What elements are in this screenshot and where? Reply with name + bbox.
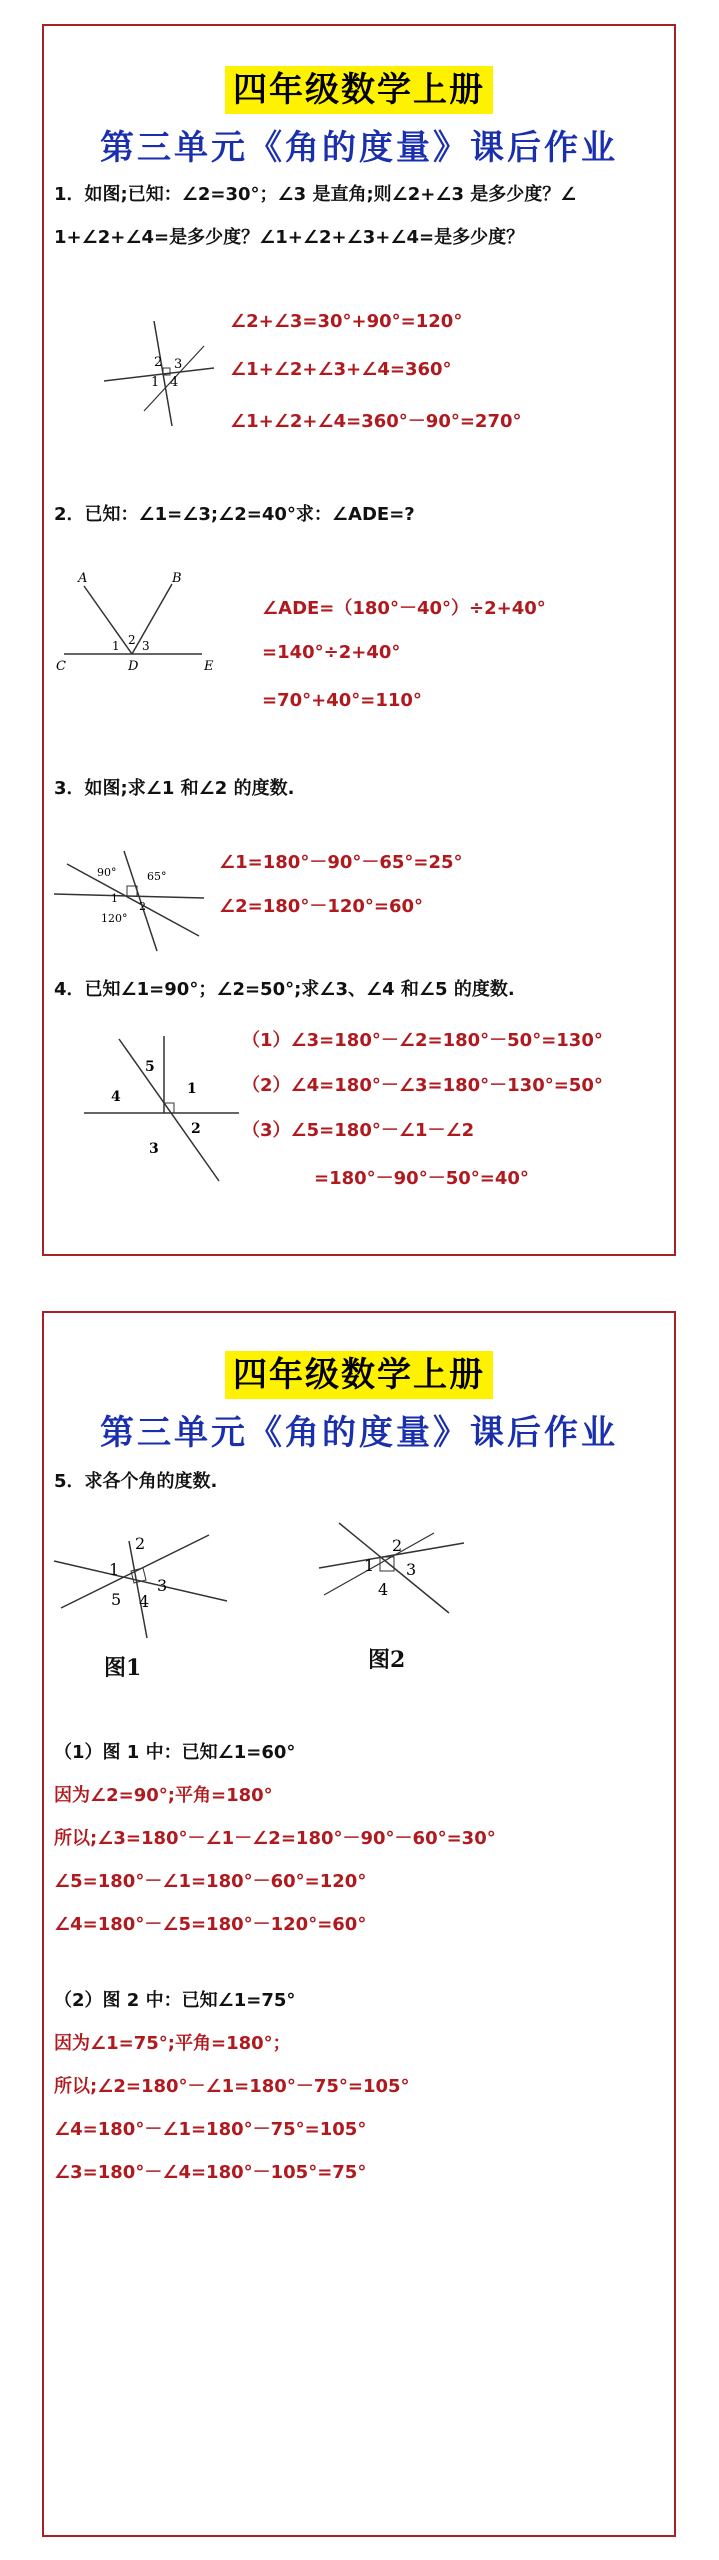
fig1-angle-label-4: 4 [139, 1592, 150, 1611]
part-1-heading: （1）图 1 中：已知∠1=60° [54, 1742, 296, 1763]
fig1-angle-label-1: 1 [109, 1560, 120, 1579]
worksheet-page-2 [42, 1311, 676, 2537]
part-2-line-4: ∠3=180°－∠4=180°－105°=75° [54, 2162, 367, 2183]
q3-label-1: 1 [111, 892, 118, 905]
q2-angle-label-2: 2 [128, 633, 136, 647]
part-2-line-2: 所以;∠2=180°－∠1=180°－75°=105° [54, 2076, 410, 2097]
part-2-heading: （2）图 2 中：已知∠1=75° [54, 1990, 296, 2011]
q1-angle-label-2: 2 [154, 355, 163, 370]
q3-answer-1: ∠1=180°－90°－65°=25° [219, 852, 463, 873]
question-1-line-1: 1．如图;已知：∠2=30°；∠3 是直角;则∠2+∠3 是多少度？∠ [54, 184, 577, 205]
q1-angle-label-3: 3 [174, 357, 183, 372]
q4-angle-label-5: 5 [145, 1059, 155, 1075]
q4-answer-3: （3）∠5=180°－∠1－∠2 [242, 1120, 475, 1141]
q4-angle-label-1: 1 [187, 1081, 197, 1097]
q1-angle-label-4: 4 [170, 375, 179, 390]
question-1-line-2: 1+∠2+∠4=是多少度？∠1+∠2+∠3+∠4=是多少度？ [54, 227, 525, 248]
part-2-line-1: 因为∠1=75°;平角=180°； [54, 2033, 291, 2054]
fig1-angle-label-3: 3 [157, 1576, 168, 1595]
page-title: 四年级数学上册 [225, 1351, 493, 1399]
fig2-angle-label-4: 4 [378, 1580, 389, 1599]
q1-answer-2: ∠1+∠2+∠3+∠4=360° [230, 359, 452, 380]
q4-answer-2: （2）∠4=180°－∠3=180°－130°=50° [242, 1075, 603, 1096]
question-3-figure [49, 836, 214, 956]
page-subtitle: 第三单元《角的度量》课后作业 [100, 1413, 618, 1453]
question-1-figure [94, 296, 224, 426]
q2-answer-2: =140°÷2+40° [262, 642, 401, 663]
q4-angle-label-3: 3 [149, 1141, 159, 1157]
q1-angle-label-1: 1 [151, 375, 160, 390]
q3-label-65: 65° [147, 870, 167, 883]
question-4-figure [79, 1031, 244, 1191]
question-5: 5．求各个角的度数. [54, 1471, 218, 1492]
q2-angle-label-3: 3 [142, 639, 150, 653]
q4-answer-1: （1）∠3=180°－∠2=180°－50°=130° [242, 1030, 603, 1051]
q2-point-c: C [56, 659, 66, 674]
figure-2-caption: 图2 [368, 1647, 406, 1673]
question-4: 4．已知∠1=90°；∠2=50°;求∠3、∠4 和∠5 的度数. [54, 979, 515, 1000]
fig2-angle-label-3: 3 [406, 1560, 417, 1579]
question-5-figure-1 [49, 1513, 234, 1643]
q3-label-2: 2 [139, 900, 146, 913]
q2-point-d: D [128, 659, 139, 674]
q3-label-90: 90° [97, 866, 117, 879]
q4-angle-label-4: 4 [111, 1089, 121, 1105]
question-2: 2．已知：∠1=∠3;∠2=40°求：∠ADE=? [54, 504, 415, 525]
question-3: 3．如图;求∠1 和∠2 的度数. [54, 778, 295, 799]
part-1-line-3: ∠5=180°－∠1=180°－60°=120° [54, 1871, 367, 1892]
part-1-line-1: 因为∠2=90°;平角=180° [54, 1785, 273, 1806]
q4-answer-4: =180°－90°－50°=40° [314, 1168, 529, 1189]
q2-point-b: B [172, 571, 182, 586]
q4-angle-label-2: 2 [191, 1121, 201, 1137]
worksheet-page-1 [42, 24, 676, 1256]
q1-answer-1: ∠2+∠3=30°+90°=120° [230, 311, 463, 332]
q2-angle-label-1: 1 [112, 639, 120, 653]
q2-answer-1: ∠ADE=（180°－40°）÷2+40° [262, 598, 546, 619]
fig1-angle-label-2: 2 [135, 1534, 146, 1553]
q2-point-e: E [204, 659, 214, 674]
q1-answer-3: ∠1+∠2+∠4=360°－90°=270° [230, 411, 522, 432]
part-1-line-2: 所以;∠3=180°－∠1－∠2=180°－90°－60°=30° [54, 1828, 496, 1849]
q2-answer-3: =70°+40°=110° [262, 690, 422, 711]
question-5-figure-2 [314, 1513, 474, 1623]
q3-label-120: 120° [101, 912, 128, 925]
page-title: 四年级数学上册 [225, 66, 493, 114]
fig1-angle-label-5: 5 [111, 1590, 122, 1609]
question-2-figure [54, 566, 214, 676]
page-subtitle: 第三单元《角的度量》课后作业 [100, 128, 618, 168]
q2-point-a: A [78, 571, 88, 586]
figure-1-caption: 图1 [104, 1655, 142, 1681]
part-1-line-4: ∠4=180°－∠5=180°－120°=60° [54, 1914, 367, 1935]
fig2-angle-label-1: 1 [364, 1556, 375, 1575]
fig2-angle-label-2: 2 [392, 1536, 403, 1555]
q3-answer-2: ∠2=180°－120°=60° [219, 896, 424, 917]
part-2-line-3: ∠4=180°－∠1=180°－75°=105° [54, 2119, 367, 2140]
